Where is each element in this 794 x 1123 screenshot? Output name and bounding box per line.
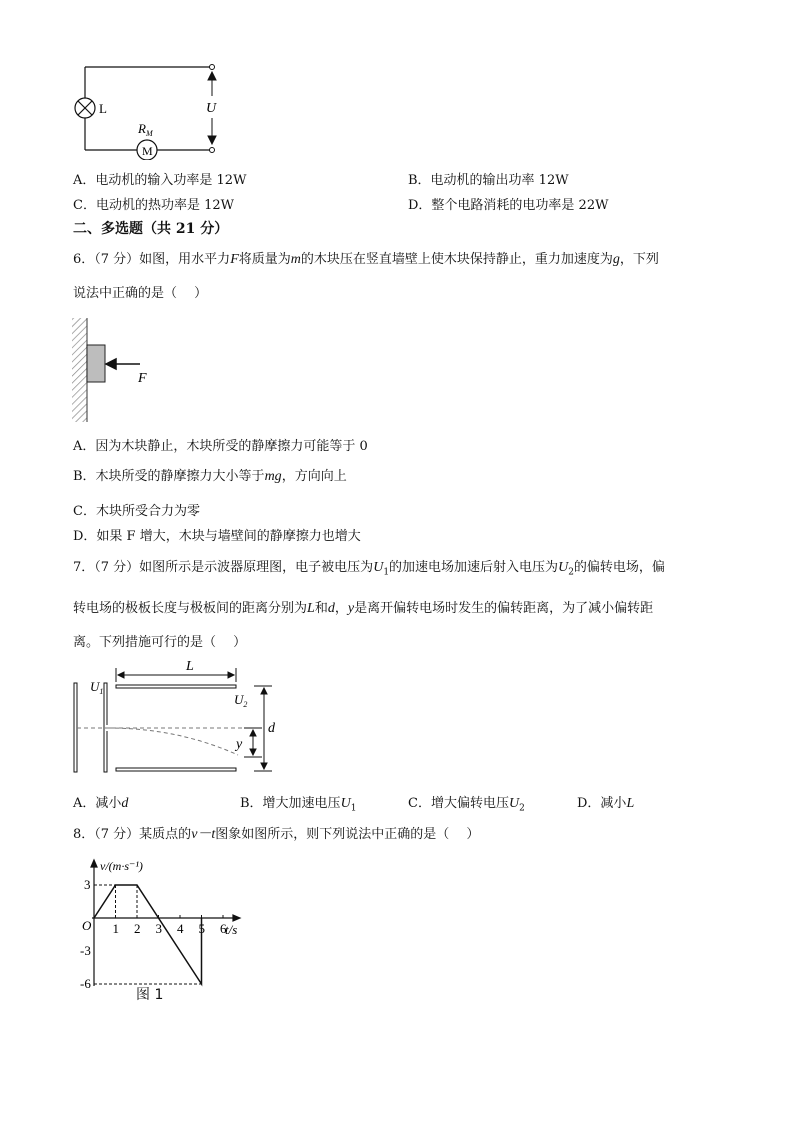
x-tick-label: 3 <box>155 921 162 936</box>
x-tick-label: 5 <box>198 921 205 936</box>
lamp-label: L <box>99 101 107 116</box>
u2-label: $U_2$ <box>234 692 248 709</box>
x-tick-label: 2 <box>134 921 141 936</box>
x-tick-label: 6 <box>220 921 227 936</box>
q6-option-b[interactable]: B．木块所受的静摩擦力大小等于mg，方向向上 <box>73 469 347 484</box>
q5-option-a[interactable]: A．电动机的输入功率是 12W <box>73 173 247 188</box>
y-dimension <box>244 728 262 757</box>
q7-option-c[interactable]: C．增大偏转电压$U_2$ <box>408 796 525 814</box>
q7-stem-line2: 转电场的极板长度与极板间的距离分别为L和d，y是离开偏转电场时发生的偏转距离，为了减小偏转距 <box>73 601 654 616</box>
y-label: y <box>236 737 243 752</box>
oscilloscope-diagram <box>68 658 288 778</box>
q6-option-d[interactable]: D．如果 F 增大，木块与墙壁间的静摩擦力也增大 <box>73 529 361 544</box>
q5-option-c[interactable]: C．电动机的热功率是 12W <box>73 198 234 213</box>
l-label: L <box>186 659 194 674</box>
origin-label: O <box>82 918 92 933</box>
q5-option-d[interactable]: D．整个电路消耗的电功率是 22W <box>408 198 609 213</box>
u1-label: $U_1$ <box>90 679 104 696</box>
figure-caption: 图 1 <box>136 987 164 1003</box>
q7-stem-line3: 离。下列措施可行的是（ ） <box>73 635 247 650</box>
y-tick-label: -6 <box>80 976 91 991</box>
q5-option-b[interactable]: B．电动机的输出功率 12W <box>408 173 569 188</box>
vt-graph <box>70 850 260 1010</box>
length-dimension <box>116 668 236 682</box>
x-axis-label: t/s <box>225 922 238 937</box>
q6-stem-line1: 6．（7 分）如图，用水平力F将质量为m的木块压在竖直墙壁上使木块保持静止，重力加速度为g，下列 <box>73 252 659 267</box>
q6-option-a[interactable]: A．因为木块静止，木块所受的静摩擦力可能等于 0 <box>73 439 368 454</box>
motor-resistance-label: $R_M$ <box>138 121 153 138</box>
q6-option-c[interactable]: C．木块所受合力为零 <box>73 504 200 519</box>
y-tick-label: -3 <box>80 943 91 958</box>
velocity-series-line <box>94 885 202 984</box>
y-tick-label: 3 <box>84 877 91 892</box>
q7-stem-line1: 7．（7 分）如图所示是示波器原理图，电子被电压为$U_1$的加速电场加速后射入电压为$U_2$的偏转电场，偏 <box>73 560 665 578</box>
q6-stem-line2: 说法中正确的是（ ） <box>73 286 208 301</box>
force-label: F <box>138 371 147 386</box>
d-label: d <box>268 721 275 736</box>
q7-option-d[interactable]: D．减小L <box>577 796 635 811</box>
circuit-diagram <box>70 60 230 160</box>
x-tick-label: 4 <box>177 921 184 936</box>
x-tick-label: 1 <box>112 921 119 936</box>
lamp-symbol <box>75 98 95 118</box>
q7-option-b[interactable]: B．增大加速电压$U_1$ <box>240 796 357 814</box>
force-arrow <box>106 359 140 369</box>
wall-hatching <box>72 318 87 422</box>
q8-stem: 8．（7 分）某质点的v－t图象如图所示，则下列说法中正确的是（ ） <box>73 827 480 842</box>
wood-block <box>87 345 105 382</box>
wall-block-diagram <box>68 316 168 424</box>
motor-symbol <box>137 140 157 160</box>
svg-text:M: M <box>142 144 153 158</box>
section-title: 二、多选题（共 21 分） <box>73 221 229 237</box>
y-axis-label: v/(m·s⁻¹) <box>100 859 143 873</box>
voltage-label: U <box>206 101 217 116</box>
electron-path <box>108 728 238 755</box>
q7-option-a[interactable]: A．减小d <box>73 796 129 811</box>
